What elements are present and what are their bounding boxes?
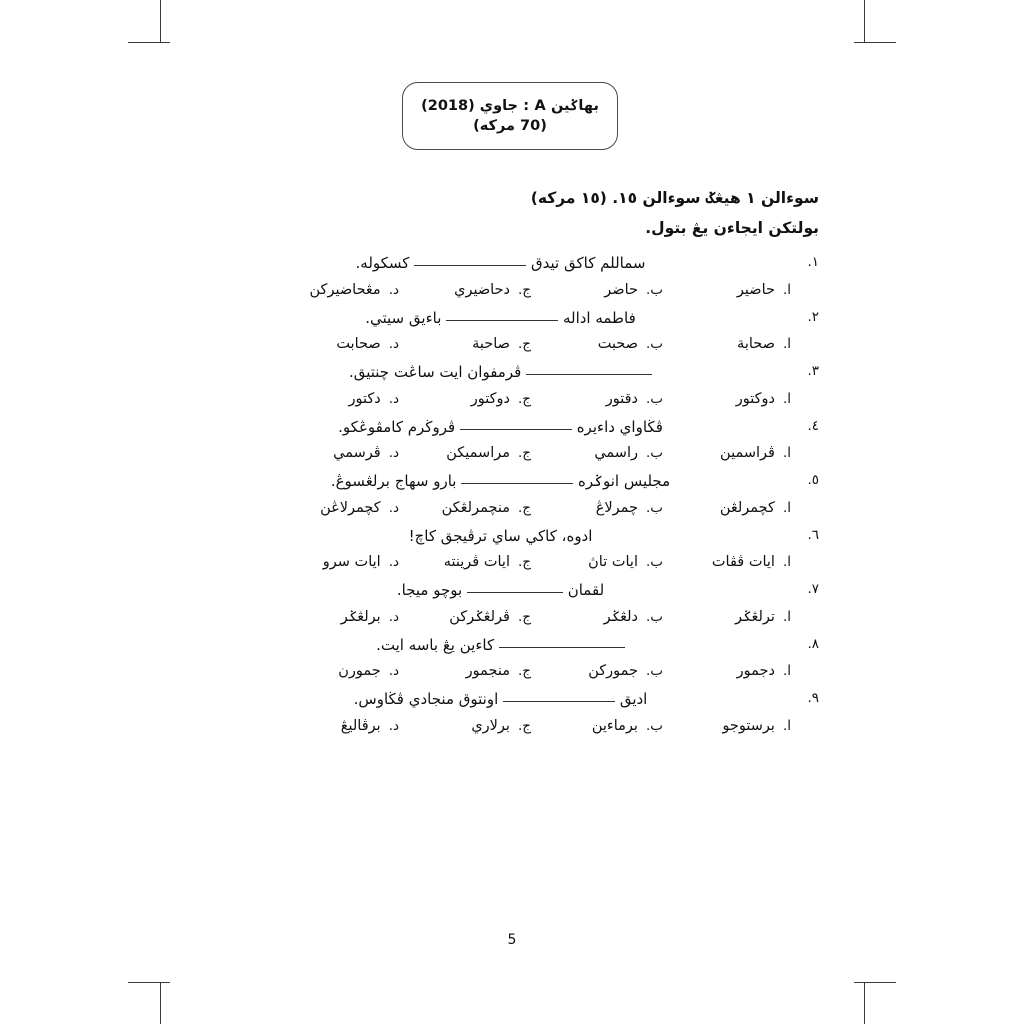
option-label: د. (388, 281, 399, 298)
option-choice-c[interactable] (399, 391, 531, 407)
option-choice-a[interactable] (663, 391, 791, 407)
question-row (204, 307, 819, 330)
question-item (204, 416, 819, 462)
question-list (204, 252, 819, 743)
option-choice-a[interactable] (663, 609, 791, 625)
question-text-before: سماللم كاكق تيدق (531, 254, 646, 272)
question-text (204, 525, 791, 548)
option-choice-b[interactable] (531, 554, 663, 570)
option-row (204, 282, 819, 298)
question-text (204, 634, 791, 657)
option-value: ڤرسمي (333, 445, 381, 461)
question-text-after: كسكوله. (355, 254, 410, 272)
option-choice-d[interactable] (279, 445, 399, 461)
option-label: ج. (517, 608, 531, 625)
option-value: كچمرلڠن (719, 499, 775, 516)
option-label: ج. (517, 717, 531, 734)
option-label: ب. (645, 717, 663, 734)
question-number: ٦. (807, 526, 819, 543)
option-value: ڤرلڠݢركن (449, 608, 510, 625)
option-value: دقتور (605, 390, 638, 407)
option-row (204, 609, 819, 625)
option-value: ايات تاڽ (588, 554, 638, 570)
option-value: دوكتور (470, 390, 510, 407)
option-choice-c[interactable] (399, 336, 531, 352)
option-row (204, 554, 819, 570)
option-label: ا. (782, 717, 791, 734)
option-choice-d[interactable] (279, 336, 399, 352)
question-number: ٣. (807, 363, 819, 379)
instructions-block (209, 186, 819, 246)
question-item (204, 525, 819, 571)
option-choice-b[interactable] (531, 336, 663, 352)
option-value: كچمرلاڠن (320, 499, 381, 516)
page-number: 5 (507, 932, 517, 948)
instruction-line-2: بولتكن ايجاءن يڠ بتول. (645, 219, 819, 238)
option-label: ا. (782, 499, 791, 516)
option-label: ا. (782, 390, 791, 407)
option-label: ا. (782, 281, 791, 298)
option-value: ڤراسمين (720, 445, 775, 461)
option-choice-b[interactable] (531, 718, 663, 734)
question-item (204, 688, 819, 734)
question-text (204, 579, 791, 602)
option-row (204, 391, 819, 407)
option-choice-c[interactable] (399, 500, 531, 516)
option-label: ب. (645, 663, 663, 679)
option-row (204, 445, 819, 461)
question-row (204, 252, 819, 275)
option-label: ج. (517, 336, 531, 352)
option-value: ايات ڤڤات (711, 554, 775, 570)
option-value: چمرلاڠ (595, 499, 638, 516)
answer-blank[interactable] (414, 265, 526, 266)
answer-blank[interactable] (499, 647, 625, 648)
option-value: برلڠݢر (340, 608, 381, 625)
option-label: ج. (517, 445, 531, 461)
option-choice-c[interactable] (399, 282, 531, 298)
option-row (204, 718, 819, 734)
option-label: ج. (517, 390, 531, 407)
question-number: ١. (807, 254, 819, 270)
option-choice-a[interactable] (663, 282, 791, 298)
question-text (204, 416, 791, 439)
option-value: جموركن (588, 663, 638, 679)
question-text-after: باءيق سيتي. (365, 308, 442, 327)
option-choice-d[interactable] (279, 718, 399, 734)
section-title-line-1: بهاݢين A : جاوي (2018) (421, 98, 599, 114)
question-item (204, 361, 819, 407)
option-choice-c[interactable] (399, 663, 531, 679)
option-row (204, 663, 819, 679)
question-text-before: لقمان (567, 581, 605, 599)
option-label: ب. (645, 499, 663, 516)
option-choice-d[interactable] (279, 663, 399, 679)
option-value: دكتور (348, 390, 381, 407)
question-number: ٤. (807, 417, 819, 434)
option-value: صاحبة (472, 336, 510, 352)
question-item (204, 470, 819, 516)
option-label: د. (388, 445, 399, 461)
option-value: برماءين (591, 717, 638, 734)
option-label: د. (388, 608, 399, 625)
option-label: ب. (645, 336, 663, 352)
question-text (204, 252, 791, 275)
section-title-line-2: (70 مركه) (473, 118, 547, 134)
option-choice-d[interactable] (279, 391, 399, 407)
answer-blank[interactable] (526, 374, 652, 375)
question-text-after: اونتوق منجادي ڤڬاوس. (353, 690, 499, 708)
option-label: د. (388, 336, 399, 352)
option-choice-a[interactable] (663, 500, 791, 516)
option-choice-b[interactable] (531, 609, 663, 625)
option-label: ب. (645, 608, 663, 625)
option-label: ب. (645, 445, 663, 461)
option-choice-b[interactable] (531, 500, 663, 516)
option-value: منچمرلڠكن (441, 499, 510, 516)
option-choice-c[interactable] (399, 609, 531, 625)
option-label: د. (388, 717, 399, 734)
option-value: ايات ڤرينته (443, 554, 510, 570)
answer-blank[interactable] (446, 320, 558, 321)
option-value: مڠحاضيركن (309, 281, 381, 298)
option-choice-c[interactable] (399, 718, 531, 734)
question-text-after: بارو سهاج برلڠسوڠ. (330, 472, 457, 490)
question-number: ٨. (807, 635, 819, 652)
option-choice-a[interactable] (663, 554, 791, 570)
option-choice-a[interactable] (663, 663, 791, 679)
option-label: د. (388, 499, 399, 516)
question-text-before: ادوه، كاكي ساي ترڤيجق كاچ! (408, 526, 593, 545)
option-label: ا. (782, 554, 791, 570)
option-label: ج. (517, 281, 531, 298)
question-item (204, 579, 819, 625)
option-value: صحابة (737, 336, 775, 352)
question-row (204, 416, 819, 439)
question-row (204, 634, 819, 657)
question-number: ٢. (807, 308, 819, 325)
question-text (204, 688, 791, 711)
question-row (204, 470, 819, 493)
option-row (204, 336, 819, 352)
option-choice-b[interactable] (531, 445, 663, 461)
question-text-before: ڤڬاواي داءيره (576, 417, 663, 436)
question-number: ٥. (807, 472, 819, 488)
option-choice-a[interactable] (663, 718, 791, 734)
option-value: ايات سرو (322, 554, 381, 570)
answer-blank[interactable] (467, 592, 563, 593)
answer-blank[interactable] (461, 483, 573, 484)
question-row (204, 579, 819, 602)
answer-blank[interactable] (460, 429, 572, 430)
option-choice-a[interactable] (663, 445, 791, 461)
question-item (204, 634, 819, 680)
option-choice-b[interactable] (531, 663, 663, 679)
question-item (204, 307, 819, 353)
option-label: ج. (517, 499, 531, 516)
option-choice-b[interactable] (531, 282, 663, 298)
option-label: ا. (782, 336, 791, 352)
option-choice-d[interactable] (279, 609, 399, 625)
question-row (204, 688, 819, 711)
instruction-line-1: سوءالن ١ هيڠݢ سوءالن ١٥. (١٥ مركه) (530, 189, 819, 207)
option-value: منجمور (465, 663, 510, 679)
option-value: راسمي (594, 445, 638, 461)
question-number: ٩. (807, 690, 819, 706)
option-choice-d[interactable] (279, 554, 399, 570)
question-text-after: ڤروڬرم كامڤوڠكو. (338, 417, 456, 436)
question-text-after: بوچو ميجا. (396, 581, 463, 599)
option-choice-b[interactable] (531, 391, 663, 407)
option-value: دوكتور (735, 390, 775, 407)
option-value: صحابت (336, 336, 381, 352)
question-text-before: مجليس انوݢره (578, 472, 671, 490)
question-number: ٧. (807, 581, 819, 597)
option-label: د. (388, 390, 399, 407)
option-value: دحاضيري (454, 281, 510, 298)
option-choice-d[interactable] (279, 282, 399, 298)
option-value: جمورن (338, 663, 381, 679)
question-text-before: فاطمه اداله (562, 308, 636, 327)
option-value: حاضر (604, 281, 638, 298)
option-label: ب. (645, 390, 663, 407)
question-text-after: ڤرمفوان ايت ساڠت چنتيق. (348, 363, 522, 381)
option-label: د. (388, 663, 399, 679)
answer-blank[interactable] (503, 701, 615, 702)
option-label: ب. (645, 281, 663, 298)
question-text-before: اديق (619, 690, 648, 708)
option-label: ب. (645, 554, 663, 570)
option-value: مراسميكن (446, 445, 510, 461)
option-value: حاضير (736, 281, 775, 298)
option-label: ج. (517, 663, 531, 679)
question-text (204, 470, 791, 493)
question-text-after: كاءين يڠ باسه ايت. (376, 635, 495, 654)
option-label: ا. (782, 663, 791, 679)
option-choice-d[interactable] (279, 500, 399, 516)
option-row (204, 500, 819, 516)
option-value: دلڠݢر (603, 608, 638, 625)
option-choice-c[interactable] (399, 554, 531, 570)
option-value: ترلڠݢر (735, 608, 775, 625)
section-title-badge (402, 82, 618, 150)
option-value: برلاري (471, 717, 510, 734)
option-choice-a[interactable] (663, 336, 791, 352)
question-row (204, 525, 819, 548)
option-value: برڤاليڠ (340, 717, 381, 734)
question-text (204, 307, 791, 330)
option-choice-c[interactable] (399, 445, 531, 461)
option-label: د. (388, 554, 399, 570)
question-text (204, 361, 791, 384)
option-value: دجمور (736, 663, 775, 679)
question-item (204, 252, 819, 298)
option-value: برستوجو (722, 717, 775, 734)
option-label: ج. (517, 554, 531, 570)
option-label: ا. (782, 608, 791, 625)
option-label: ا. (782, 445, 791, 461)
option-value: صحبت (597, 336, 638, 352)
question-row (204, 361, 819, 384)
